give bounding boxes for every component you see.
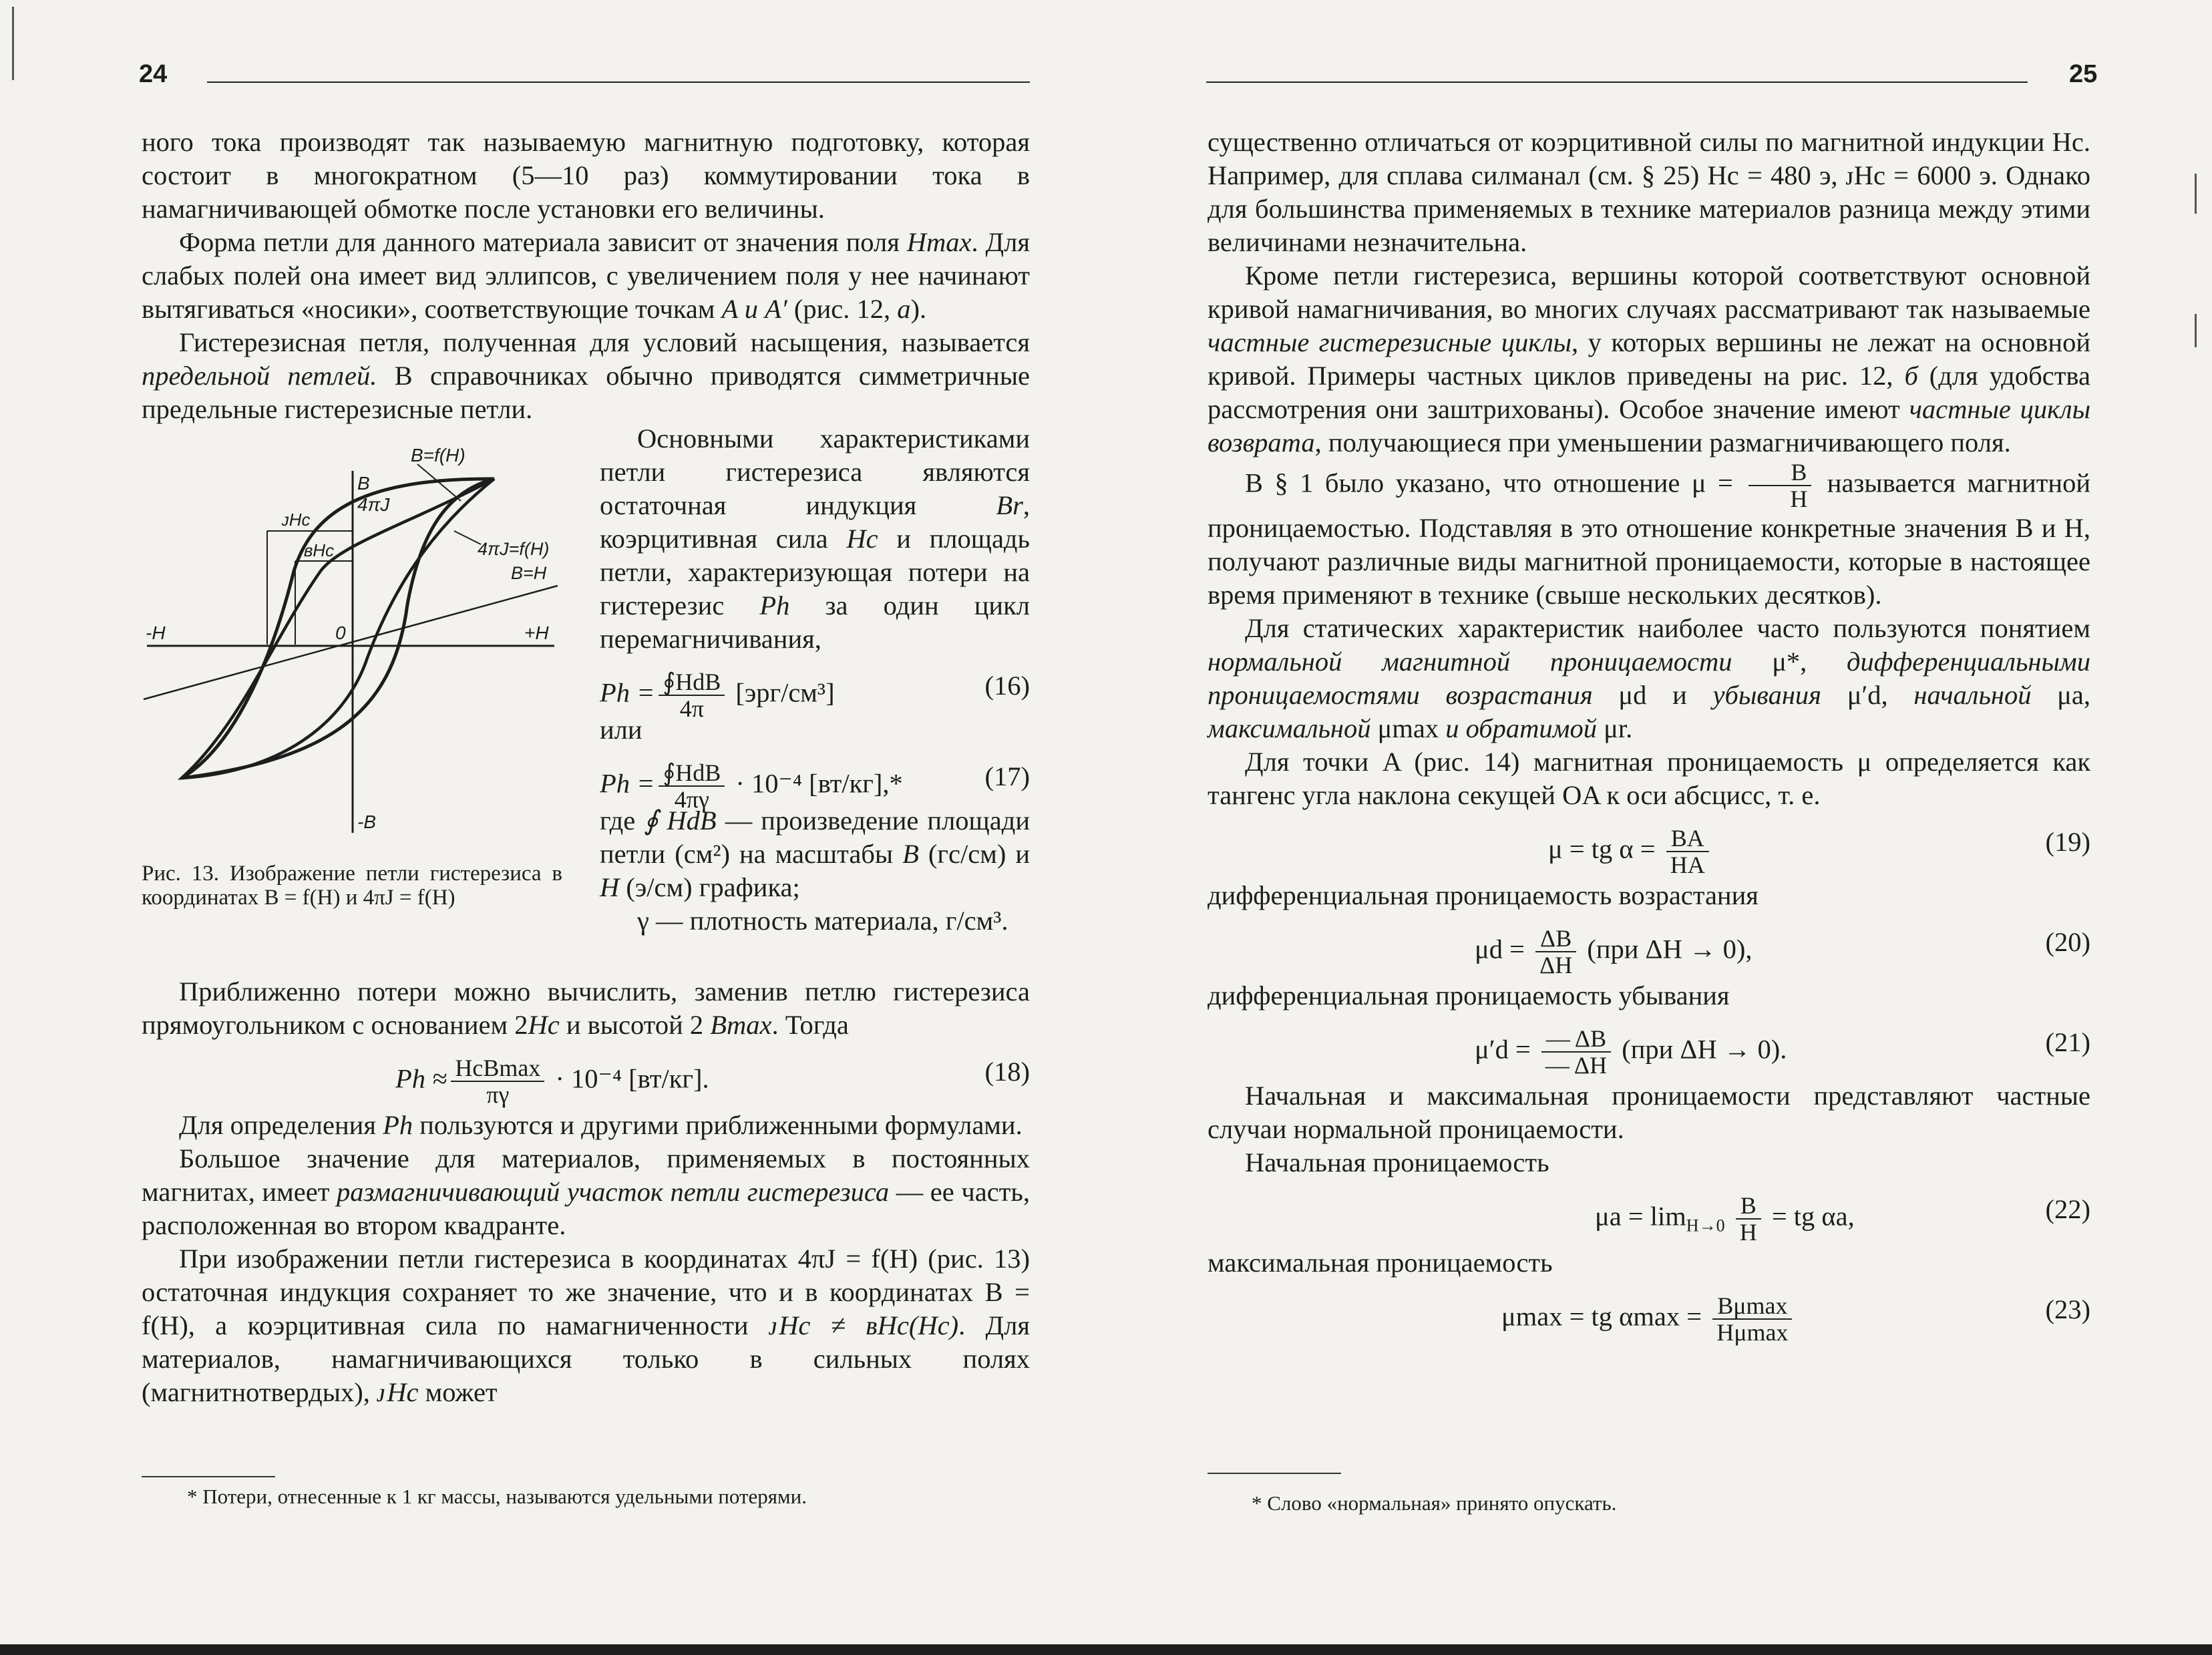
label-b-eq-h: B=H (511, 563, 547, 583)
paragraph-characteristics: Основными характеристиками петли гистерезиса являются остаточная индукция Br, коэрцитивная сила Hc и площадь петли, характеризующая потери на гистерезис Ph за один цикл перемагничивания, (600, 423, 1030, 654)
label-4pij-fh: 4πJ=f(H) (478, 539, 550, 559)
right-page (1106, 0, 2212, 1655)
equation-18: Ph ≈ $\frac{\text{HcBmax}}{\pi\gamma}$ · 10⁻⁴ [вт/кг]. (18) (395, 1055, 1030, 1108)
paragraph-partial-cycles: Кроме петли гистерезиса, вершины которой соответствуют основной кривой намагничивания, во многих случаях рассматривают так называемые частные гистерезисные циклы, у которых вершины не лежат на основной кривой. Примеры частных циклов приведены на рис. 12, б (для удобства рассмотрения они заштрихованы). Особое значение имеют частные циклы возврата, получающиеся при уменьшении размагничивающего поля. (1208, 260, 2090, 457)
footnote-rule-right (1208, 1473, 1341, 1474)
paragraph-initial-max: Начальная и максимальная проницаемости представляют частные случаи нормальной проницаемости. (1208, 1081, 2090, 1144)
footnote-right: * Слово «нормальная» принято опускать. (1252, 1491, 1617, 1515)
footnote-left: * Потери, отнесенные к 1 кг массы, называются удельными потерями. (187, 1485, 807, 1508)
paragraph-continuation: ного тока производят так называемую магнитную подготовку, которая состоит в многократном (5—10 раз) коммутировании тока в намагничивающей обмотке после установки его величины. (142, 127, 1030, 224)
scan-bottom-edge (0, 1644, 2212, 1655)
scan-mark-right (2195, 174, 2197, 214)
equation-22: $\mu a = \lim_{H\to 0}$ $\frac{B}{H}$ = tg αa, (22) (1595, 1192, 2090, 1246)
equation-21: μ′d = $\frac{— \Delta B}{— \Delta H}$ (при ΔH → 0). (21) (1475, 1025, 2090, 1079)
paragraph-demagnetizing: Большое значение для материалов, применяемых в постоянных магнитах, имеет размагничивающий участок петли гистерезиса — ее часть, расположенная во втором квадранте. (142, 1143, 1030, 1240)
paragraph-permeability: В § 1 было указано, что отношение μ = $\frac{B}{H}$ называется магнитной проницаемостью. Подставляя в это отношение конкретные значения B и H, получают различные виды магнитной проницаемости, которые в настоящее время применяют в технике (свыше нескольких десятков). (1208, 459, 2091, 610)
b-equals-h-line (144, 586, 558, 699)
label-differential-growth: дифференциальная проницаемость возрастания (1208, 880, 1759, 910)
paragraph-static-characteristics: Для статических характеристик наиболее часто пользуются понятием нормальной магнитной проницаемости μ*, дифференциальными проницаемостями возрастания μd и убывания μ′d, начальной μa, максимальной μmax и обратимой μr. (1208, 613, 2090, 743)
left-side-column (600, 422, 1030, 938)
label-b: B (357, 473, 370, 494)
paragraph-limit-loop: Гистерезисная петля, полученная для условий насыщения, называется предельной петлей. В справочниках обычно приводятся симметричные предельные гистерезисные петли. (142, 327, 1031, 424)
label-bhc: ʙHc (304, 540, 335, 560)
scan-mark (12, 7, 14, 80)
text-or: или (600, 715, 642, 745)
paragraph-approx-losses: Приближенно потери можно вычислить, заменив петлю гистерезиса прямоугольником с основанием 2Hc и высотой 2 Bmax. Тогда (142, 976, 1030, 1040)
paragraph-point-a: Для точки A (рис. 14) магнитная проницаемость μ определяется как тангенс угла наклона секущей OA к оси абсцисс, т. е. (1208, 747, 2090, 810)
page-number-24: 24 (139, 60, 168, 88)
label-minus-b: -B (357, 811, 376, 832)
label-plus-h: +H (524, 622, 549, 643)
right-text (1208, 126, 2090, 1346)
header-rule-right (1206, 81, 2028, 83)
label-origin: 0 (335, 622, 346, 643)
label-initial-permeability: Начальная проницаемость (1245, 1147, 1549, 1177)
paragraph-4pij-coords: При изображении петли гистерезиса в координатах 4πJ = f(H) (рис. 13) остаточная индукция сохраняет то же значение, что и в координатах B = f(H), а коэрцитивная сила по намагниченности ᴊHc ≠ ʙHc(Hc). Для материалов, намагничивающихся только в сильных полях (магнитнотвердых), ᴊHc может (142, 1244, 1031, 1407)
label-minus-h: -H (146, 622, 166, 643)
scan-mark-right-2 (2195, 314, 2197, 347)
label-4pij: 4πJ (357, 494, 390, 515)
paragraph-other-formulas: Для определения Ph пользуются и другими приближенными формулами. (179, 1110, 1023, 1140)
equation-23: μmax = tg αmax = $\frac{B\mu\max}{H\mu\max}$ (23) (1501, 1292, 2090, 1346)
header-rule (207, 81, 1030, 83)
left-bottom-text (142, 975, 1030, 1409)
label-jhc: ᴊHc (282, 510, 311, 530)
paragraph-silmanal: существенно отличаться от коэрцитивной силы по магнитной индукции Hc. Например, для сплава силманал (см. § 25) Hc = 480 э, ᴊHc = 6000 э. Однако для большинства применяемых в технике материалов разница между этими величинами незначительна. (1208, 127, 2090, 257)
paragraph-where: где ∮ HdB — произведение площади петли (см²) на масштабы B (гс/см) и H (э/см) графика; (600, 805, 1030, 902)
label-max-permeability: максимальная проницаемость (1208, 1248, 1553, 1278)
footnote-rule (142, 1476, 275, 1477)
equation-16: Ph = $\frac{\text{∮HdB}}{4\pi}$ [эрг/см³] (16) (600, 669, 1030, 722)
label-b-fh: B=f(H) (411, 445, 466, 466)
equation-19: μ = tg α = $\frac{BA}{HA}$ (19) (1548, 825, 2090, 878)
paragraph-loop-shape: Форма петли для данного материала зависит от значения поля Hmax. Для слабых полей она имеет вид эллипсов, с увеличением поля у нее начинают вытягиваться «носики», соответствующие точкам A и A′ (рис. 12, а). (142, 227, 1030, 324)
leader-4pij-fh (454, 531, 481, 544)
label-differential-decay: дифференциальная проницаемость убывания (1208, 980, 1730, 1010)
hysteresis-diagram (140, 437, 568, 845)
page-number-25: 25 (2069, 60, 2098, 88)
left-top-text (142, 126, 1030, 426)
figure-13-caption: Рис. 13. Изображение петли гистерезиса в координатах B = f(H) и 4πJ = f(H) (142, 862, 562, 910)
equation-17: Ph = $\frac{\text{∮HdB}}{4\pi\gamma}$ · 10⁻⁴ [вт/кг],* (17) (600, 759, 1030, 813)
paragraph-gamma: γ — плотность материала, г/см³. (637, 906, 1008, 936)
figure-13-hysteresis-loop (140, 437, 568, 845)
equation-20: μd = $\frac{\Delta B}{\Delta H}$ (при ΔH → 0), (20) (1475, 925, 2090, 978)
